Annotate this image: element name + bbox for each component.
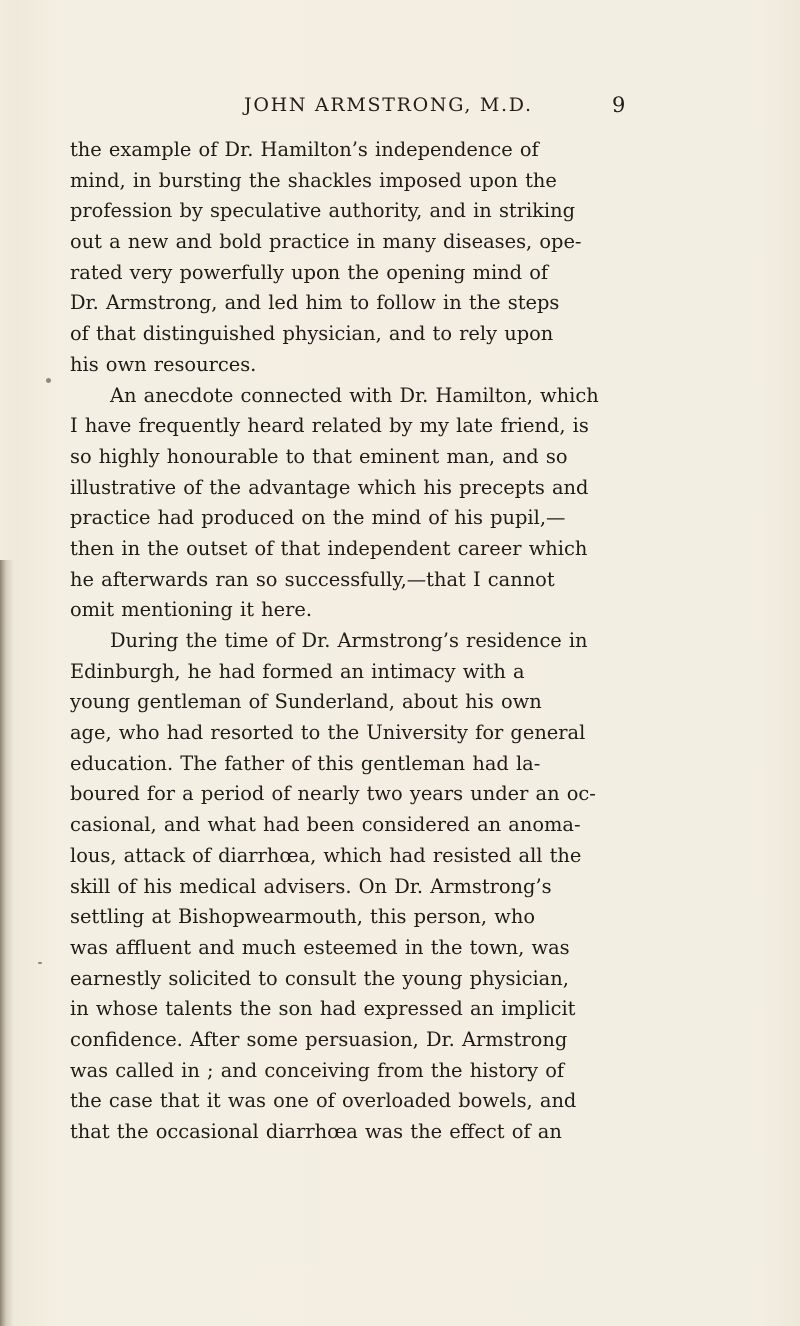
text-line: education. The father of this gentleman had la- [70,751,541,775]
running-title: JOHN ARMSTRONG, M.D. [244,94,533,116]
text-line: was called in ; and conceiving from the history of [70,1058,565,1082]
text-line: Edinburgh, he had formed an intimacy with a [70,659,525,683]
text-line: practice had produced on the mind of his pupil,— [70,506,566,530]
text-line: so highly honourable to that eminent man, and so [70,444,568,468]
text-line: of that distinguished physician, and to rely upon [70,322,554,346]
text-line: omit mentioning it here. [70,598,313,622]
text-line: the case that it was one of overloaded bowels, and [70,1089,577,1113]
text-line: he afterwards ran so successfully,—that I cannot [70,567,555,591]
text-line: casional, and what had been considered an anoma- [70,813,581,837]
text-line: mind, in bursting the shackles imposed upon the [70,168,557,192]
paper-speck [46,378,51,383]
text-line: in whose talents the son had expressed an implicit [70,997,576,1021]
text-line: then in the outset of that independent career which [70,536,588,560]
text-line: the example of Dr. Hamilton’s independence of [70,138,539,161]
text-line: settling at Bishopwearmouth, this person, who [70,905,535,929]
text-line: lous, attack of diarrhœa, which had resisted all the [70,843,582,867]
text-line: profession by speculative authority, and in striking [70,199,576,223]
text-line: his own resources. [70,352,257,376]
text-line: rated very powerfully upon the opening mind of [70,260,549,284]
running-head [0,88,800,122]
text-line: young gentleman of Sunderland, about his own [70,690,542,714]
text-line: illustrative of the advantage which his precepts and [70,475,589,499]
text-line: skill of his medical advisers. On Dr. Armstrong’s [70,874,552,898]
body-text [70,135,685,1210]
page-number: 9 [612,93,626,117]
text-line: age, who had resorted to the University for general [70,721,586,745]
text-line: earnestly solicited to consult the young physician, [70,966,569,990]
text-line: out a new and bold practice in many diseases, ope- [70,230,582,254]
text-line: Dr. Armstrong, and led him to follow in the steps [70,291,560,315]
text-line: that the occasional diarrhœa was the effect of an [70,1120,562,1143]
text-line: boured for a period of nearly two years under an oc- [70,782,596,806]
text-line: was affluent and much esteemed in the town, was [70,935,570,959]
text-line: I have frequently heard related by my late friend, is [70,414,589,438]
paper-speck [38,962,42,964]
paragraph-start-line: During the time of Dr. Armstrong’s residence in [110,629,588,652]
text-line: confidence. After some persuasion, Dr. Armstrong [70,1027,568,1051]
paragraph-start-line: An anecdote connected with Dr. Hamilton, which [110,383,599,407]
binding-gutter-shadow [0,560,14,1326]
